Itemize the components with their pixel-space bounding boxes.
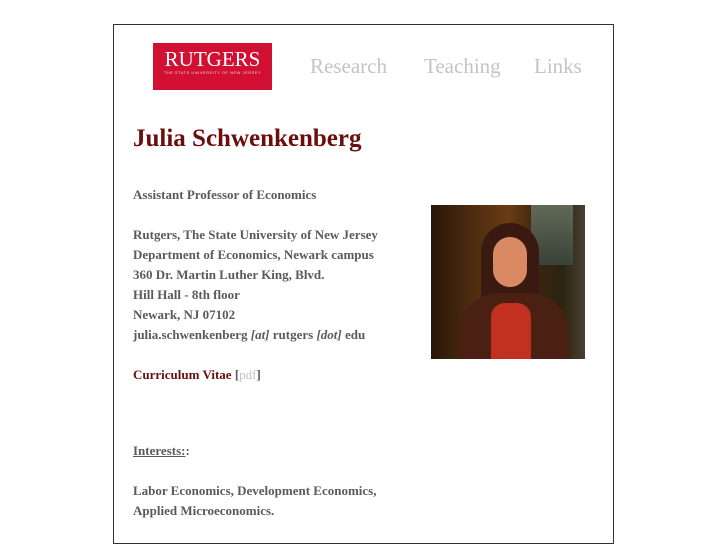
cv-pdf-link[interactable]: pdf — [239, 367, 257, 382]
nav-teaching-link[interactable]: Teaching — [424, 54, 501, 78]
nav-links-link[interactable]: Links — [534, 54, 582, 78]
logo-word: RUTGERS — [164, 47, 261, 71]
address-department: Department of Economics, Newark campus — [133, 247, 374, 262]
interests-line-1: Labor Economics, Development Economics, — [133, 483, 377, 498]
rutgers-logo[interactable] — [153, 43, 272, 90]
profile-info — [133, 185, 423, 521]
page-frame — [113, 24, 614, 544]
cv-link[interactable]: Curriculum Vitae — [133, 367, 232, 382]
address-university: Rutgers, The State University of New Jersey — [133, 227, 378, 242]
interests-heading: Interests:: — [133, 443, 190, 458]
email-address: julia.schwenkenberg [at] rutgers [dot] edu — [133, 327, 366, 342]
cv-line: Curriculum Vitae [pdf] — [133, 367, 261, 382]
address-city: Newark, NJ 07102 — [133, 307, 236, 322]
profile-photo — [431, 205, 585, 359]
page-title: Julia Schwenkenberg — [133, 125, 362, 152]
nav-research-link[interactable]: Research — [310, 54, 387, 78]
interests-line-2: Applied Microeconomics. — [133, 503, 275, 518]
address-building: Hill Hall - 8th floor — [133, 287, 240, 302]
address-street: 360 Dr. Martin Luther King, Blvd. — [133, 267, 325, 282]
job-title: Assistant Professor of Economics — [133, 187, 317, 202]
logo-subtitle: THE STATE UNIVERSITY OF NEW JERSEY — [163, 70, 262, 75]
